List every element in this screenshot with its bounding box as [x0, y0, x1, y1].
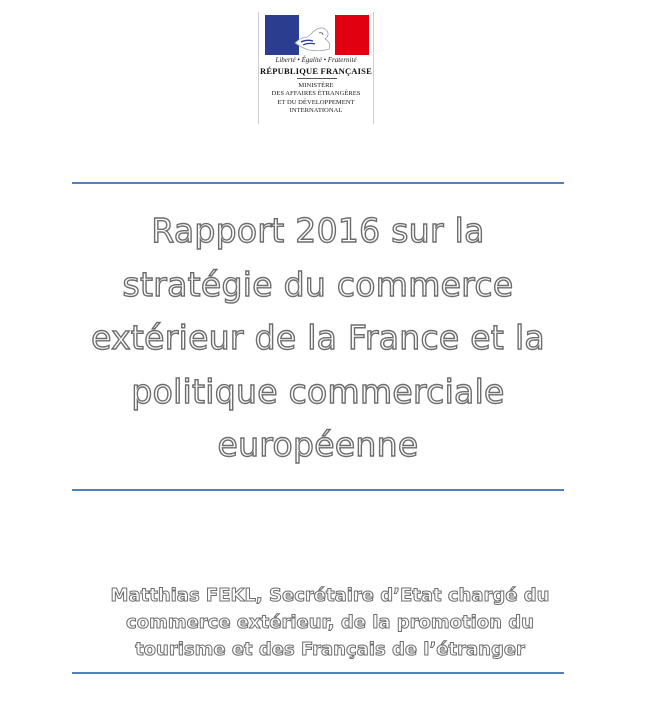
republic-name: RÉPUBLIQUE FRANÇAISE: [260, 66, 372, 76]
ministry-line: MINISTÈRE: [298, 82, 334, 89]
title-line: stratégie du commerce: [122, 264, 514, 304]
ministry-line: DES AFFAIRES ÉTRANGÈRES: [271, 90, 361, 98]
marianne-flag-icon: [265, 15, 369, 55]
ministry-line: INTERNATIONAL: [289, 107, 343, 115]
logo-divider: [297, 78, 337, 79]
author-line: tourisme et des Français de l’étranger: [135, 639, 525, 660]
ministry-line: ET DU DÉVELOPPEMENT: [277, 98, 355, 106]
author-line: commerce extérieur, de la promotion du: [126, 612, 534, 633]
title-line: européenne: [217, 425, 419, 464]
ministry-logo: [258, 12, 374, 124]
middle-divider: [72, 489, 564, 491]
author-block: [60, 582, 600, 663]
title-line: extérieur de la France et la: [91, 318, 545, 357]
document-title: [60, 204, 576, 472]
republic-motto: Liberté • Égalité • Fraternité: [275, 56, 357, 64]
ministry-name: [259, 82, 373, 116]
top-divider: [72, 182, 564, 184]
title-line: politique commerciale: [131, 371, 505, 411]
author-line: Matthias FEKL, Secrétaire d’Etat chargé du: [110, 585, 550, 606]
bottom-divider: [72, 672, 564, 674]
title-line: Rapport 2016 sur la: [151, 211, 485, 250]
